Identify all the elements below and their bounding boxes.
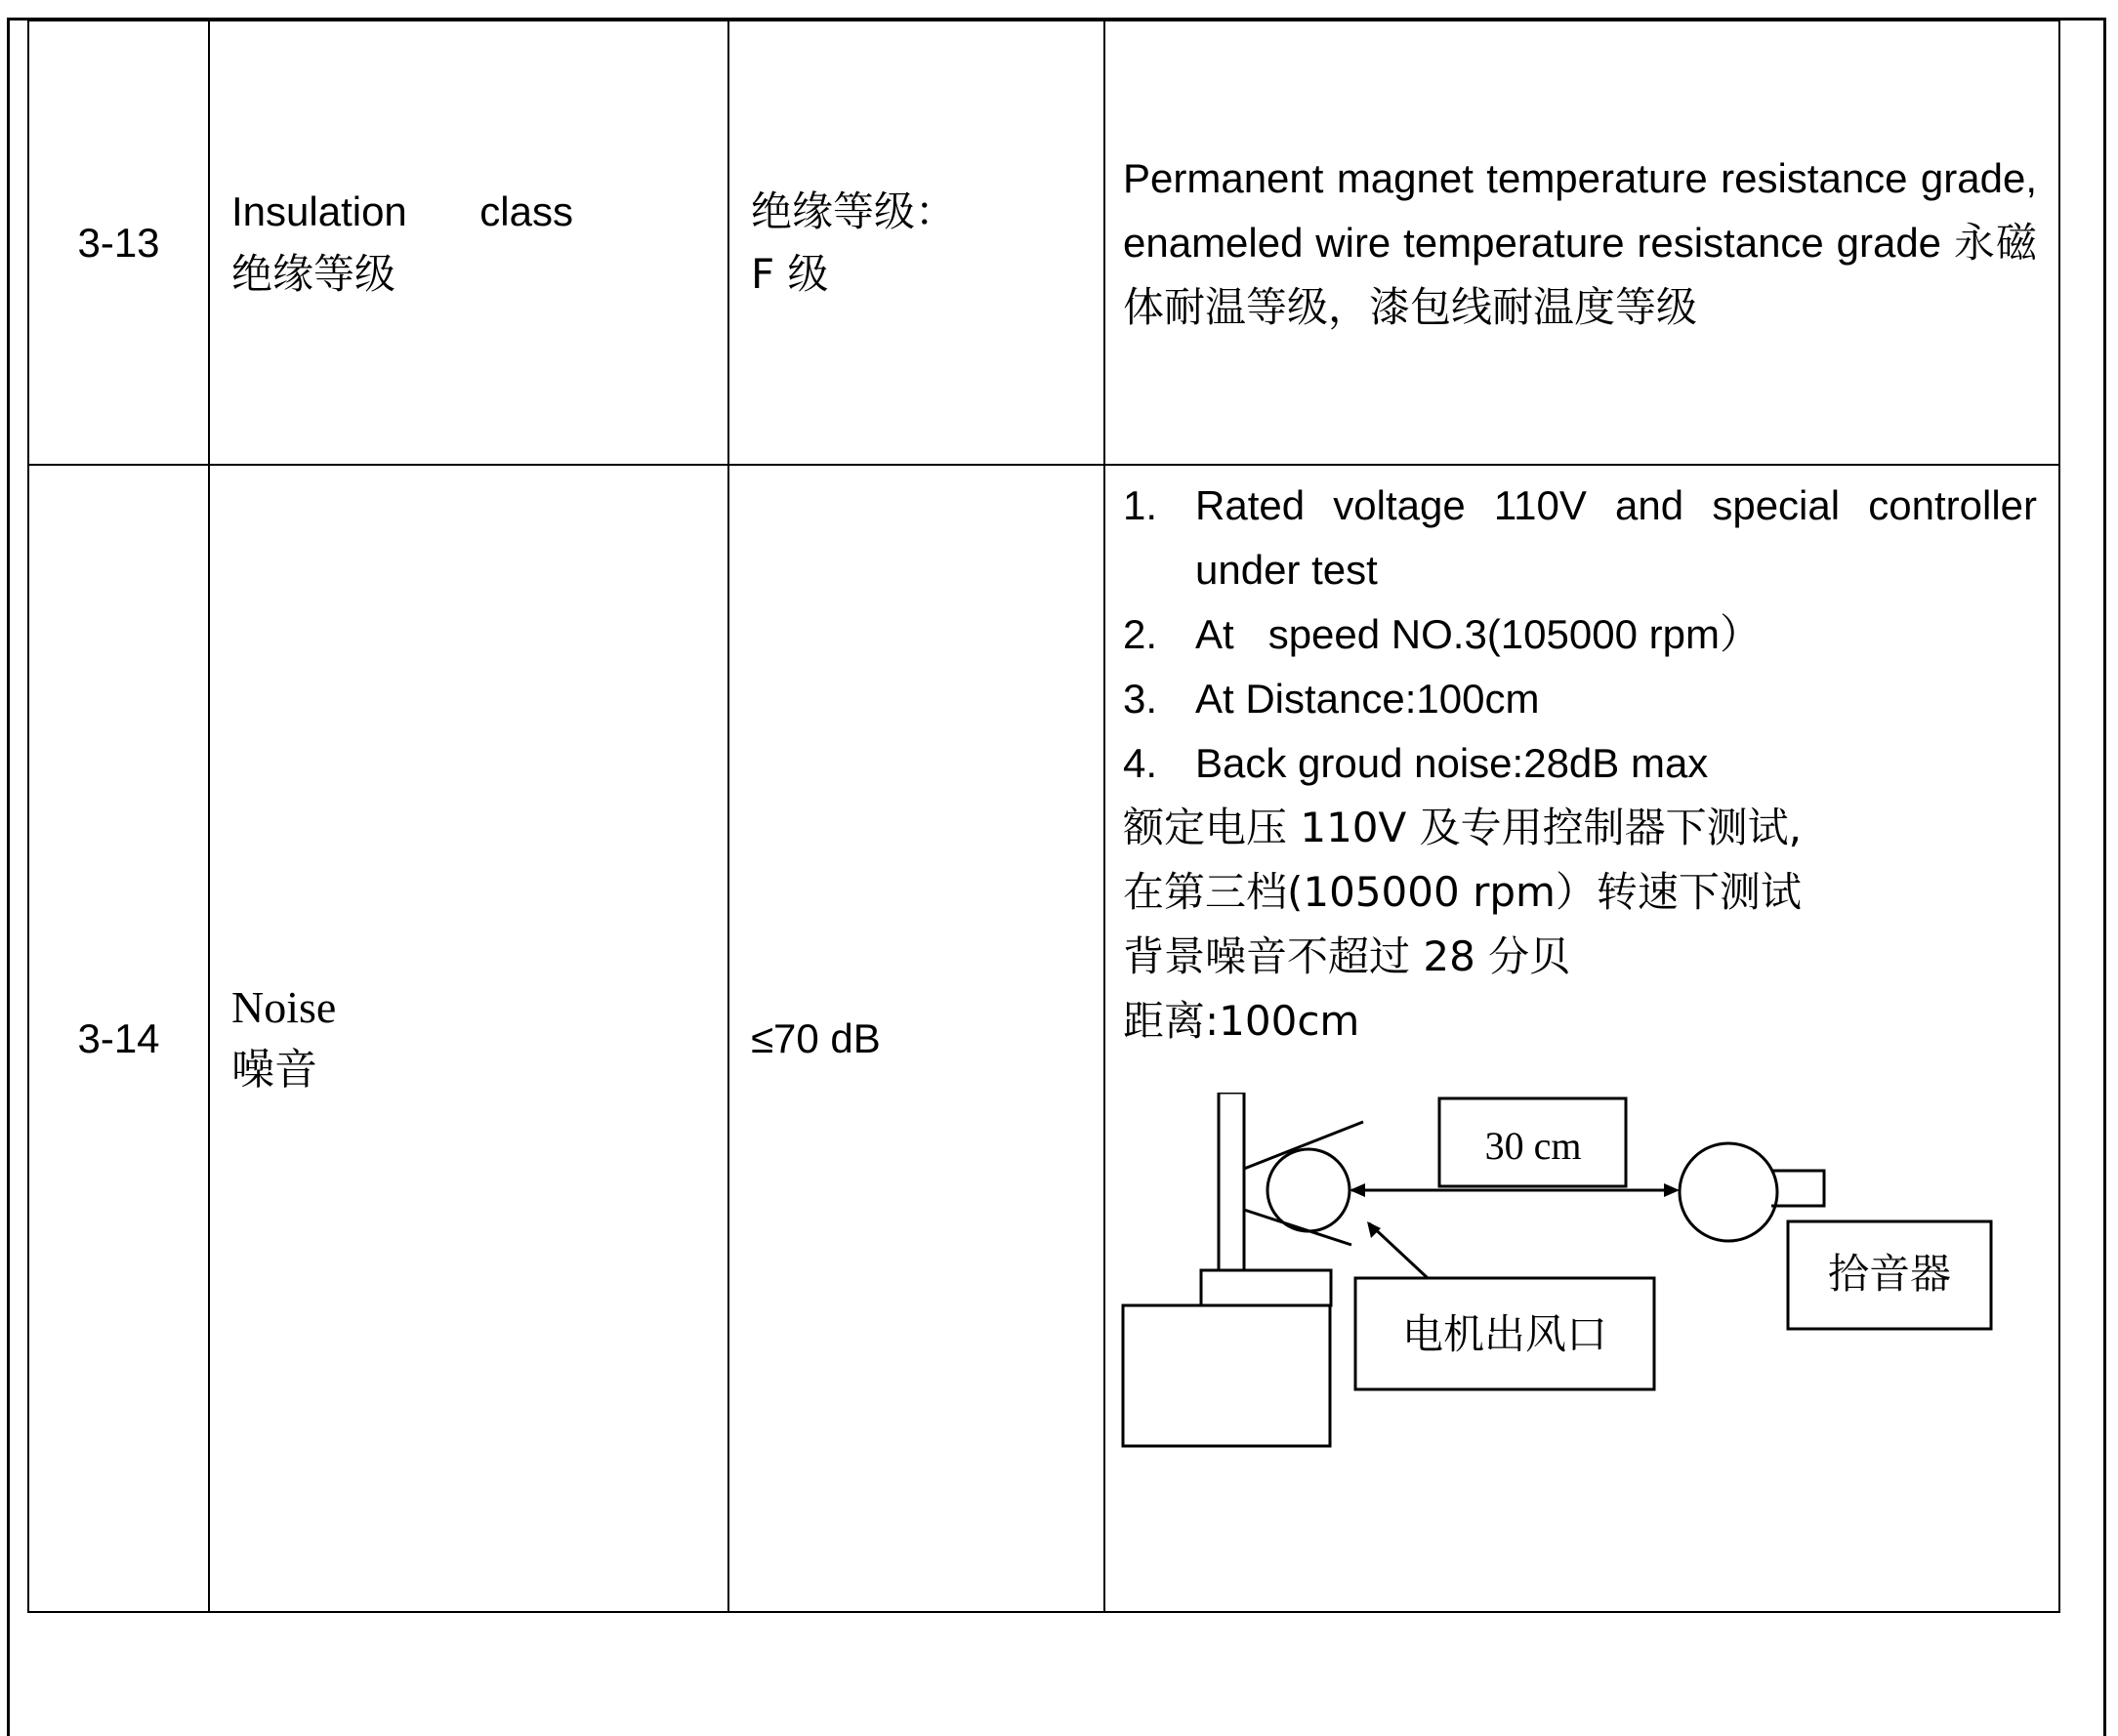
microphone-body: [1771, 1171, 1824, 1206]
pickup-label: 拾音器: [1827, 1250, 1952, 1298]
airflow-line: [1244, 1122, 1363, 1169]
value-line: 绝缘等级：: [751, 186, 957, 235]
parameter-word: class: [479, 187, 573, 234]
outlet-label: 电机出风口: [1401, 1310, 1608, 1358]
parameter-name-en: [231, 181, 573, 243]
base-block: [1123, 1305, 1330, 1446]
parameter-cell: [209, 21, 728, 465]
arrowhead-right: [1664, 1183, 1680, 1197]
cn-condition-line: 额定电压 110V 及专用控制器下测试,: [1123, 804, 1802, 851]
list-number: 1.: [1123, 482, 1158, 528]
parameter-cell: [209, 465, 728, 1612]
microphone-circle: [1680, 1143, 1777, 1241]
parameter-name-en: Noise: [231, 981, 337, 1032]
list-item: [1123, 667, 2037, 731]
cn-condition-line: 背景噪音不超过 28 分贝: [1123, 932, 1571, 980]
list-number: 2.: [1123, 611, 1158, 657]
description-cell: [1104, 21, 2059, 465]
value-line: F 级: [751, 249, 829, 298]
upright-post: [1219, 1093, 1244, 1270]
description-text: Permanent magnet temperature resistance grade, enameled wire temperature resistance grade 永磁体耐温等级，漆包线耐温度等级: [1123, 154, 2037, 330]
description-cell: [1104, 465, 2059, 1612]
value-cell: [728, 465, 1104, 1612]
list-text: At speed NO.3(105000 rpm）: [1195, 611, 1761, 657]
list-number: 4.: [1123, 740, 1158, 786]
list-item: [1123, 474, 2037, 602]
cn-condition-line: 在第三档(105000 rpm）转速下测试: [1123, 868, 1802, 916]
noise-test-setup-diagram: [1119, 1093, 2037, 1503]
list-text: Rated voltage 110V and special controller under test: [1195, 482, 2037, 593]
parameter-name-cn: 噪音: [231, 1044, 317, 1095]
table-row-3-14: [28, 465, 2059, 1612]
cn-condition-line: 距离:100cm: [1123, 997, 1360, 1045]
arrowhead-left: [1350, 1183, 1365, 1197]
table-row-3-13: [28, 21, 2059, 465]
list-text: Back groud noise:28dB max: [1195, 740, 1709, 786]
distance-label: 30 cm: [1484, 1124, 1582, 1168]
list-number: 3.: [1123, 676, 1158, 722]
parameter-name-cn: 绝缘等级: [231, 249, 396, 298]
stand-plate: [1201, 1270, 1331, 1305]
list-item: [1123, 602, 2037, 667]
spec-table: [27, 20, 2060, 1613]
motor-circle: [1267, 1149, 1350, 1231]
list-item: [1123, 731, 2037, 796]
item-number-cell: [28, 465, 209, 1612]
parameter-word: Insulation: [231, 187, 407, 234]
airflow-line: [1244, 1210, 1351, 1245]
value-cell: [728, 21, 1104, 465]
value-text: ≤70 dB: [751, 1014, 881, 1061]
item-number: 3-14: [77, 1014, 160, 1061]
outlet-pointer: [1369, 1223, 1428, 1278]
item-number: 3-13: [77, 219, 160, 266]
test-conditions-list: [1123, 474, 2037, 796]
arrowhead-outlet: [1367, 1221, 1381, 1238]
list-text: At Distance:100cm: [1195, 676, 1540, 722]
item-number-cell: [28, 21, 209, 465]
